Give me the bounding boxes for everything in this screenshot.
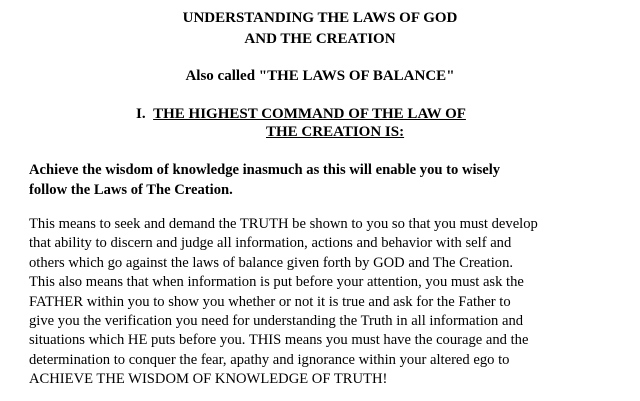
body-paragraph-line: give you the verification you need for understanding the Truth in all information and (29, 313, 524, 330)
section-number: I. (136, 106, 146, 122)
bold-paragraph-line: follow the Laws of The Creation. (29, 182, 233, 198)
bold-paragraph-line: Achieve the wisdom of knowledge inasmuch as this will enable you to wisely (29, 162, 501, 178)
body-paragraph-line: This means to seek and demand the TRUTH be shown to you so that you must develop (29, 216, 538, 232)
bold-paragraph (29, 160, 619, 200)
section-heading-continued (266, 123, 404, 141)
document-subtitle: Also called "THE LAWS OF BALANCE" (185, 68, 455, 84)
section-heading-line-2: THE CREATION IS: (266, 124, 405, 140)
body-paragraph-line: ACHIEVE THE WISDOM OF KNOWLEDGE OF TRUTH! (29, 371, 388, 388)
body-paragraph-line: that ability to discern and judge all information, actions and behavior with self and (29, 235, 512, 252)
document-title-line-1: UNDERSTANDING THE LAWS OF GOD (182, 10, 458, 26)
body-paragraph-line: others which go against the laws of balance given forth by GOD and The Creation. (29, 254, 514, 271)
body-paragraph-line: FATHER within you to show you whether or not it is true and ask for the Father to (29, 293, 511, 310)
section-heading-line-1: THE HIGHEST COMMAND OF THE LAW OF (153, 106, 466, 122)
document-title-line-2: AND THE CREATION (244, 31, 396, 47)
body-paragraph-line: situations which HE puts before you. THIS means you must have the courage and the (29, 332, 529, 349)
body-paragraph-line: This also means that when information is put before your attention, you must ask the (29, 274, 524, 291)
body-paragraph-line: determination to conquer the fear, apathy and ignorance within your altered ego to (29, 351, 510, 368)
body-paragraph (29, 215, 629, 390)
section-heading (136, 105, 466, 123)
